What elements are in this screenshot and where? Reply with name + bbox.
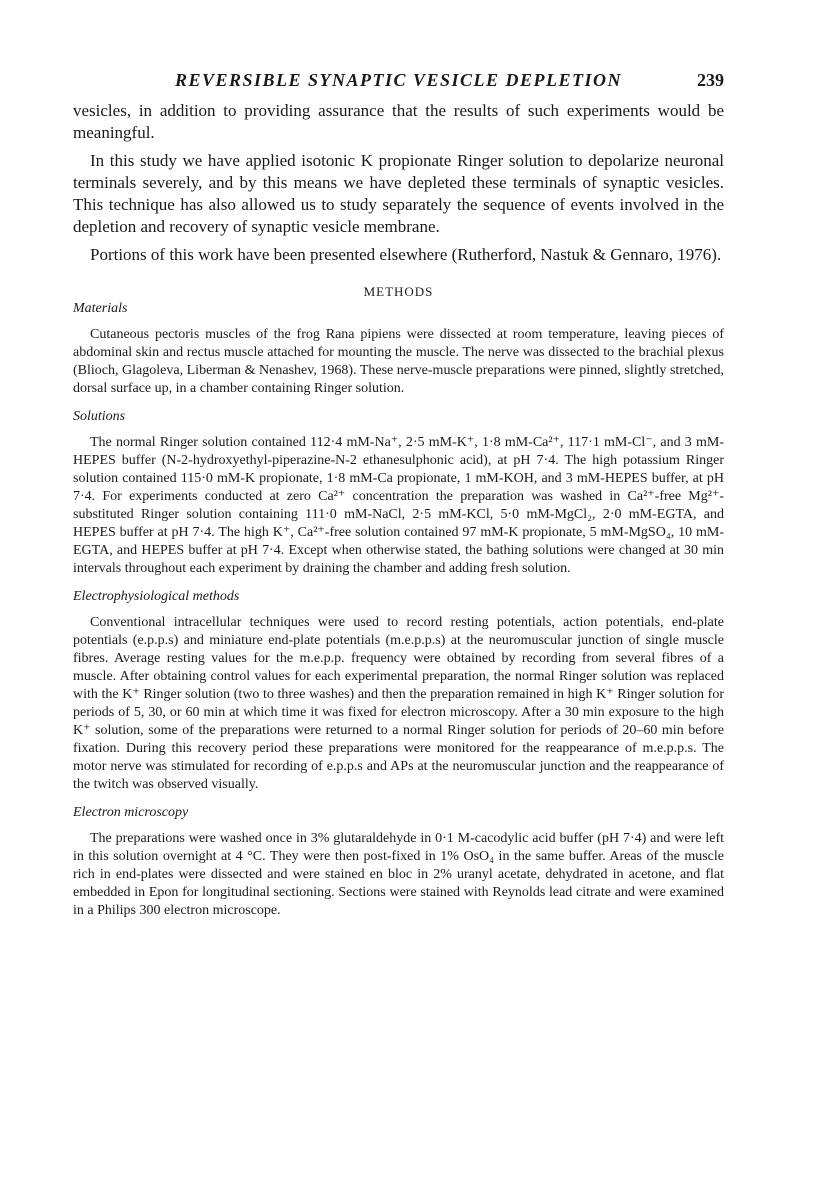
materials-heading: Materials: [73, 301, 128, 316]
electron-microscopy-text: The preparations were washed once in 3% glutaraldehyde in 0·1 M-cacodylic acid buffer (pH 7·4) and were left in this solution overnight at 4 °C. They were then post-fixed in 1% OsO₄ in the same buffer. Areas of the muscle rich in end-plates were dissected and were stained en bloc in 2% uranyl acetate, dehydrated in acetone, and flat embedded in Epon for longitudinal sectioning. Sections were stained with Reynolds lead citrate and were examined in a Philips 300 electron microscope.: [73, 831, 724, 918]
running-title: REVERSIBLE SYNAPTIC VESICLE DEPLETION: [174, 70, 623, 90]
methods-heading: METHODS: [363, 284, 434, 299]
electrophysiology-heading: Electrophysiological methods: [73, 589, 240, 604]
intro-paragraph-1: vesicles, in addition to providing assurance that the results of such experiments would be meaningful.: [73, 101, 724, 142]
electron-microscopy-heading: Electron microscopy: [73, 805, 189, 820]
intro-paragraph-3: Portions of this work have been presented elsewhere (Rutherford, Nastuk & Gennaro, 1976).: [90, 245, 722, 264]
article-body: [73, 100, 724, 920]
intro-paragraph-2: In this study we have applied isotonic K propionate Ringer solution to depolarize neuronal terminals severely, and by this means we have depleted these terminals of synaptic vesicles. This technique has also allowed us to study separately the sequence of events involved in the depletion and recovery of synaptic vesicle membrane.: [73, 151, 724, 236]
solutions-heading: Solutions: [73, 409, 126, 424]
page-header: [73, 70, 724, 96]
page-number: 239: [697, 70, 724, 90]
solutions-text: The normal Ringer solution contained 112·4 mM-Na⁺, 2·5 mM-K⁺, 1·8 mM-Ca²⁺, 117·1 mM-Cl⁻, and 3 mM-HEPES buffer (N-2-hydroxyethyl-piperazine-N-2 ethanesulphonic acid), at pH 7·4. The high potassium Ringer solution contained 115·0 mM-K propionate, 1·8 mM-Ca propionate, 1 mM-KOH, and 3 mM-HEPES buffer, at pH 7·4. For experiments conducted at zero Ca²⁺ concentration the preparation was washed in Ca²⁺-free Mg²⁺-substituted Ringer solution containing 111·0 mM-NaCl, 2·5 mM-KCl, 5·0 mM-MgCl₂, 2·0 mM-EGTA, and HEPES buffer at pH 7·4. The high K⁺, Ca²⁺-free solution contained 97 mM-K propionate, 5 mM-MgSO₄, 10 mM-EGTA, and HEPES buffer at pH 7·4. Except when otherwise stated, the bathing solutions were changed at 30 min intervals throughout each experiment by draining the chamber and adding fresh solution.: [73, 435, 724, 576]
materials-text: Cutaneous pectoris muscles of the frog Rana pipiens were dissected at room temperature, leaving pieces of abdominal skin and rectus muscle attached for mounting the muscle. The nerve was dissected to the brachial plexus (Blioch, Glagoleva, Liberman & Nenashev, 1968). These nerve-muscle preparations were pinned, slightly stretched, dorsal surface up, in a chamber containing Ringer solution.: [73, 327, 724, 396]
electrophysiology-text: Conventional intracellular techniques were used to record resting potentials, action potentials, end-plate potentials (e.p.p.s) and miniature end-plate potentials (m.e.p.p.s) at the neuromuscular junction of single muscle fibres. Average resting values for the m.e.p.p. frequency were obtained by recording from several fibres of a muscle. After obtaining control values for each experimental preparation, the normal Ringer solution was replaced with the K⁺ Ringer solution (two to three washes) and then the preparation remained in high K⁺ Ringer solution for periods of 5, 30, or 60 min at which time it was fixed for electron microscopy. After a 30 min exposure to the high K⁺ solution, some of the preparations were returned to a normal Ringer solution for periods of 20–60 min before fixation. During this recovery period these preparations were monitored for the reappearance of m.e.p.p.s. The motor nerve was stimulated for recording of e.p.p.s and APs at the neuromuscular junction and the reappearance of the twitch was observed visually.: [73, 615, 724, 792]
